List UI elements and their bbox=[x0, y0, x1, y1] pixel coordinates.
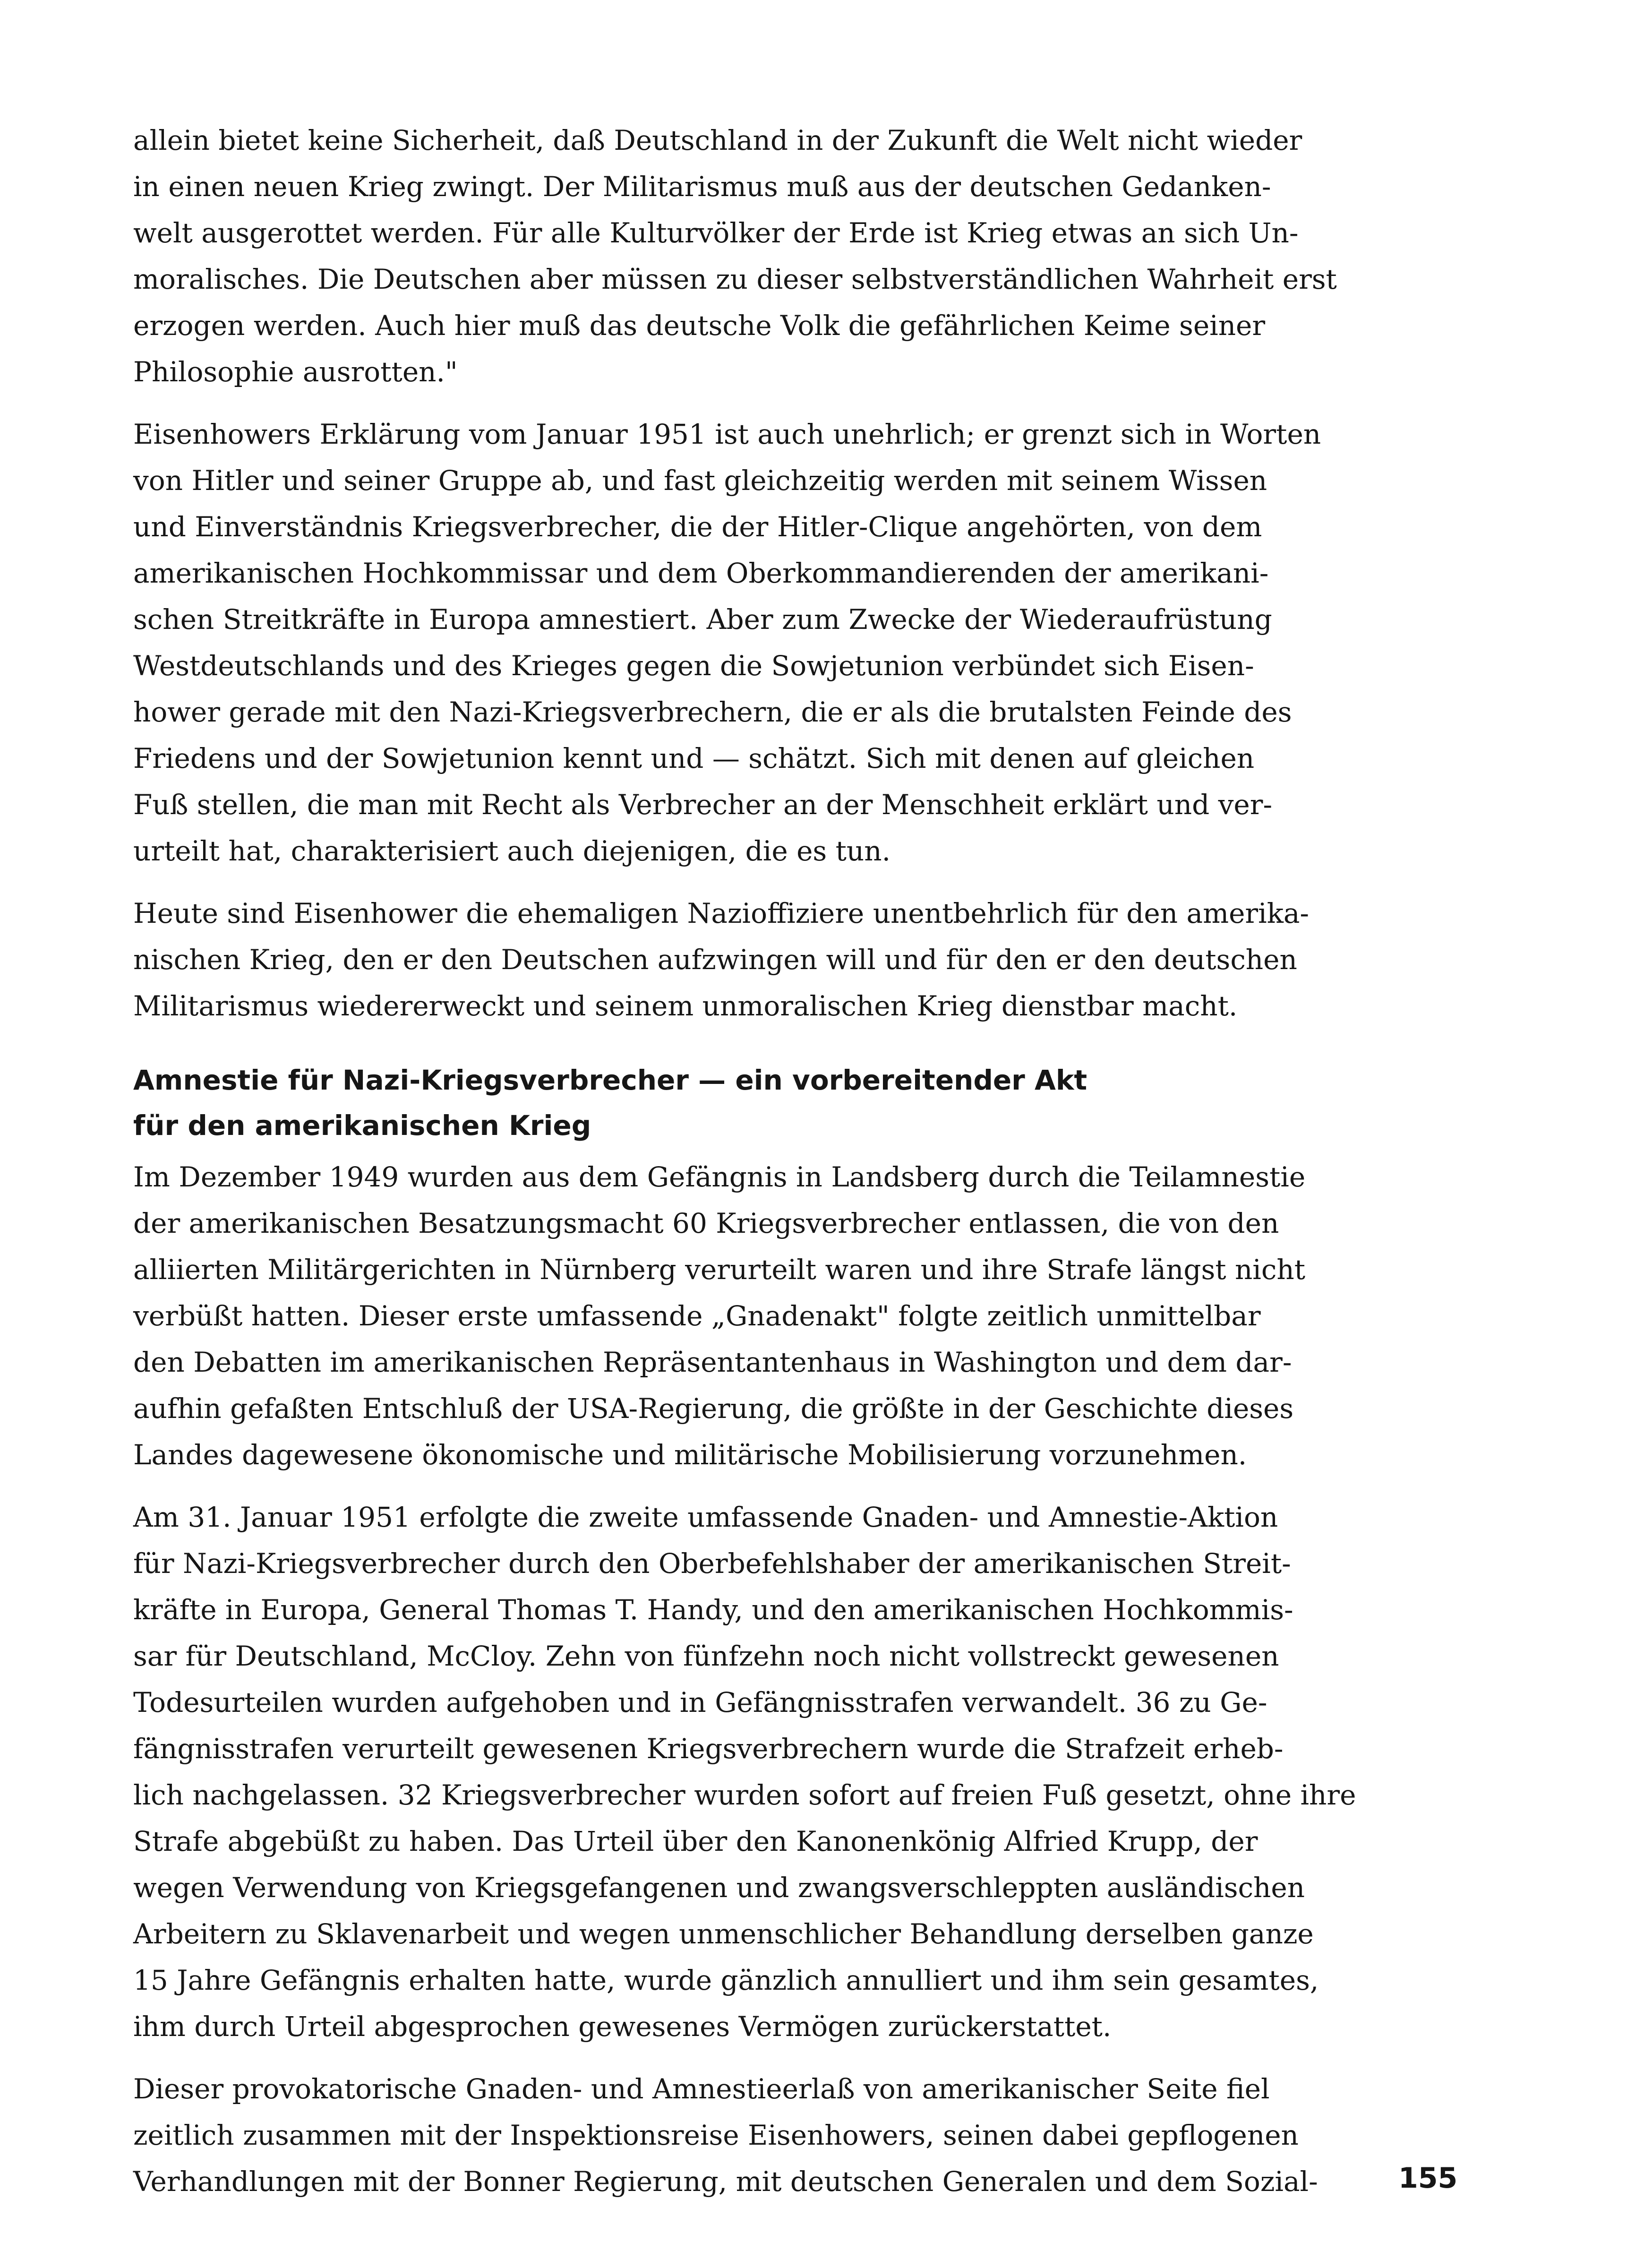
section-heading bbox=[133, 1057, 1503, 1148]
text-line: aufhin gefaßten Entschluß der USA-Regierung, die größte in der Geschichte dieses bbox=[133, 1392, 1294, 1425]
text-line: fängnisstrafen verurteilt gewesenen Kriegsverbrechern wurde die Strafzeit erheb- bbox=[133, 1733, 1284, 1765]
text-line: 15 Jahre Gefängnis erhalten hatte, wurde gänzlich annulliert und ihm sein gesamtes, bbox=[133, 1964, 1319, 1996]
text-line: Friedens und der Sowjetunion kennt und — schätzt. Sich mit denen auf gleichen bbox=[133, 742, 1255, 774]
text-line: Dieser provokatorische Gnaden- und Amnestieerlaß von amerikanischer Seite fiel bbox=[133, 2073, 1270, 2105]
text-line: Todesurteilen wurden aufgehoben und in Gefängnisstrafen verwandelt. 36 zu Ge- bbox=[133, 1686, 1267, 1718]
text-line: sar für Deutschland, McCloy. Zehn von fünfzehn noch nicht vollstreckt gewesenen bbox=[133, 1640, 1279, 1672]
text-line: ihm durch Urteil abgesprochen gewesenes Vermögen zurückerstattet. bbox=[133, 2010, 1112, 2043]
text-line: verbüßt hatten. Dieser erste umfassende „Gnadenakt" folgte zeitlich unmittelbar bbox=[133, 1300, 1261, 1332]
text-line: Militarismus wiedererweckt und seinem unmoralischen Krieg dienstbar macht. bbox=[133, 990, 1238, 1022]
text-line: lich nachgelassen. 32 Kriegsverbrecher wurden sofort auf freien Fuß gesetzt, ohne ihre bbox=[133, 1779, 1356, 1811]
heading-line: für den amerikanischen Krieg bbox=[133, 1109, 591, 1142]
text-line: Verhandlungen mit der Bonner Regierung, mit deutschen Generalen und dem Sozial- bbox=[133, 2165, 1318, 2198]
text-line: hower gerade mit den Nazi-Kriegsverbrechern, die er als die brutalsten Feinde des bbox=[133, 696, 1292, 728]
text-line: urteilt hat, charakterisiert auch diejenigen, die es tun. bbox=[133, 835, 891, 867]
text-line: Am 31. Januar 1951 erfolgte die zweite umfassende Gnaden- und Amnestie-Aktion bbox=[133, 1501, 1278, 1533]
paragraph bbox=[133, 890, 1503, 1029]
text-line: wegen Verwendung von Kriegsgefangenen und zwangsverschleppten ausländischen bbox=[133, 1872, 1305, 1904]
paragraph bbox=[133, 2066, 1503, 2205]
text-line: Fuß stellen, die man mit Recht als Verbrecher an der Menschheit erklärt und ver- bbox=[133, 789, 1273, 821]
text-line: amerikanischen Hochkommissar und dem Oberkommandierenden der amerikani- bbox=[133, 557, 1269, 589]
text-line: moralisches. Die Deutschen aber müssen zu dieser selbstverständlichen Wahrheit erst bbox=[133, 263, 1337, 295]
paragraph bbox=[133, 411, 1503, 874]
text-line: den Debatten im amerikanischen Repräsentantenhaus in Washington und dem dar- bbox=[133, 1346, 1292, 1378]
text-line: allein bietet keine Sicherheit, daß Deutschland in der Zukunft die Welt nicht wieder bbox=[133, 124, 1302, 156]
text-line: und Einverständnis Kriegsverbrecher, die der Hitler-Clique angehörten, von dem bbox=[133, 511, 1262, 543]
paragraph bbox=[133, 1154, 1503, 1478]
text-line: in einen neuen Krieg zwingt. Der Militarismus muß aus der deutschen Gedanken- bbox=[133, 171, 1271, 203]
text-line: Im Dezember 1949 wurden aus dem Gefängnis in Landsberg durch die Teilamnestie bbox=[133, 1161, 1306, 1193]
text-line: Philosophie ausrotten." bbox=[133, 356, 458, 388]
text-line: kräfte in Europa, General Thomas T. Handy, und den amerikanischen Hochkommis- bbox=[133, 1594, 1293, 1626]
text-line: von Hitler und seiner Gruppe ab, und fast gleichzeitig werden mit seinem Wissen bbox=[133, 464, 1267, 497]
text-column bbox=[133, 117, 1503, 2221]
text-line: der amerikanischen Besatzungsmacht 60 Kriegsverbrecher entlassen, die von den bbox=[133, 1207, 1279, 1239]
page-number: 155 bbox=[1398, 2162, 1458, 2195]
text-line: Westdeutschlands und des Krieges gegen die Sowjetunion verbündet sich Eisen- bbox=[133, 650, 1254, 682]
text-line: schen Streitkräfte in Europa amnestiert. Aber zum Zwecke der Wiederaufrüstung bbox=[133, 603, 1272, 636]
heading-line: Amnestie für Nazi-Kriegsverbrecher — ein vorbereitender Akt bbox=[133, 1064, 1087, 1096]
text-line: alliierten Militärgerichten in Nürnberg verurteilt waren und ihre Strafe längst nicht bbox=[133, 1254, 1306, 1286]
paragraph bbox=[133, 1494, 1503, 2050]
text-line: Strafe abgebüßt zu haben. Das Urteil über den Kanonenkönig Alfried Krupp, der bbox=[133, 1825, 1258, 1857]
text-line: Landes dagewesene ökonomische und militärische Mobilisierung vorzunehmen. bbox=[133, 1439, 1247, 1471]
text-line: welt ausgerottet werden. Für alle Kulturvölker der Erde ist Krieg etwas an sich Un- bbox=[133, 217, 1299, 249]
text-line: nischen Krieg, den er den Deutschen aufzwingen will und für den er den deutschen bbox=[133, 944, 1297, 976]
text-line: Arbeitern zu Sklavenarbeit und wegen unmenschlicher Behandlung derselben ganze bbox=[133, 1918, 1314, 1950]
text-line: Heute sind Eisenhower die ehemaligen Nazioffiziere unentbehrlich für den amerika- bbox=[133, 897, 1310, 929]
text-line: erzogen werden. Auch hier muß das deutsche Volk die gefährlichen Keime seiner bbox=[133, 309, 1266, 342]
text-line: für Nazi-Kriegsverbrecher durch den Oberbefehlshaber der amerikanischen Streit- bbox=[133, 1547, 1291, 1580]
text-line: zeitlich zusammen mit der Inspektionsreise Eisenhowers, seinen dabei gepflogenen bbox=[133, 2119, 1299, 2151]
paragraph bbox=[133, 117, 1503, 395]
text-line: Eisenhowers Erklärung vom Januar 1951 ist auch unehrlich; er grenzt sich in Worten bbox=[133, 418, 1321, 450]
